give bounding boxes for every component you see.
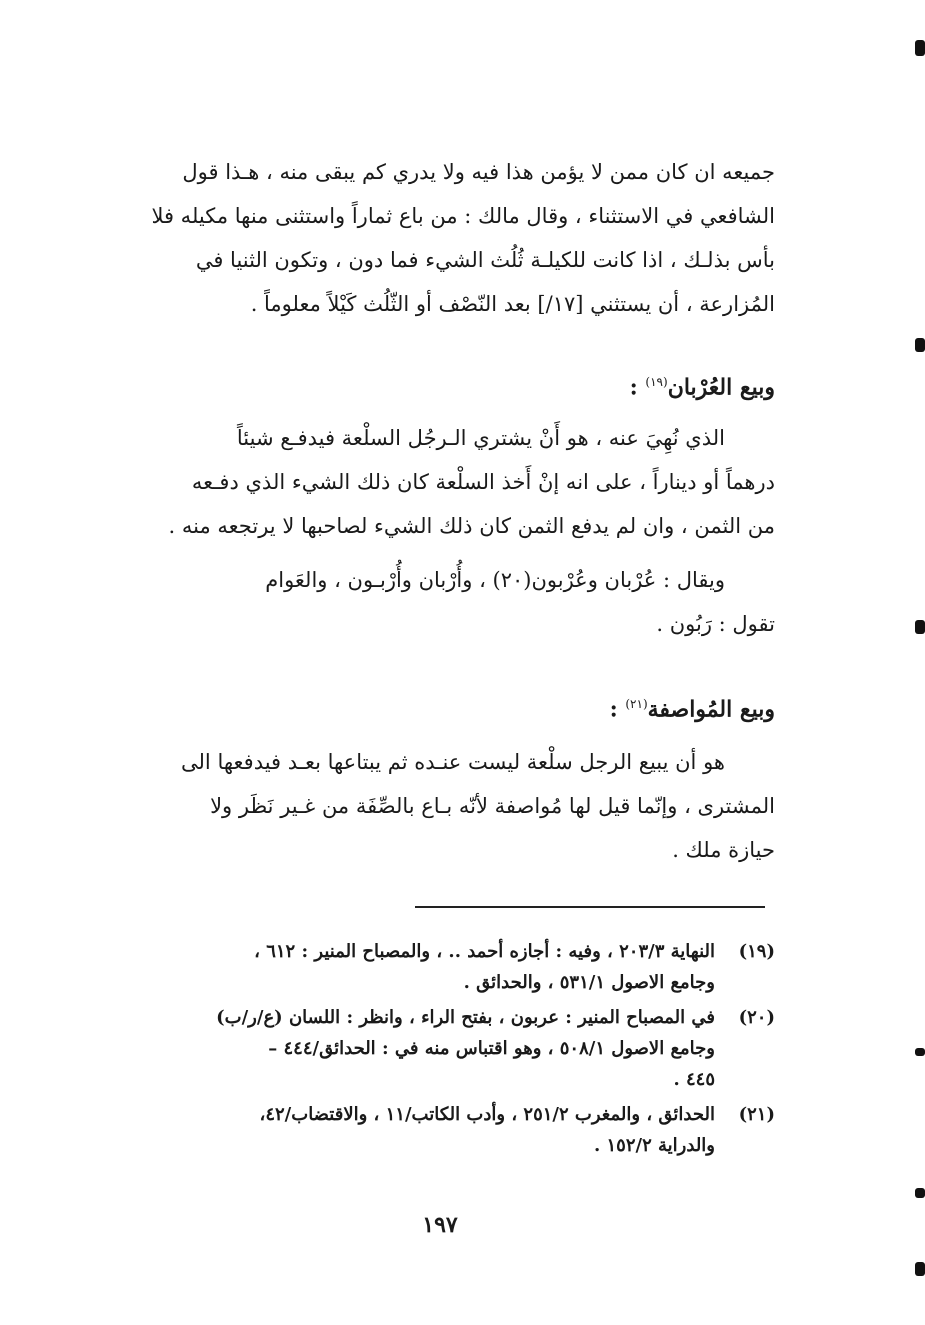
scan-edge-mark <box>915 1048 925 1056</box>
heading-urban <box>630 362 775 402</box>
footnote-line: الحدائق ، والمغرب ٢٥١/٢ ، وأدب الكاتب/١١ ، والاقتضاب/٤٢، <box>259 1104 715 1125</box>
heading-muwasafa-suffix: : <box>609 696 626 723</box>
text-line: من الثمن ، وان لم يدفع الثمن كان ذلك الشيء لصاحبها لا يرتجعه منه . <box>168 514 775 538</box>
footnote-line: في المصباح المنير : عربون ، بفتح الراء ، وانظر : اللسان (ع/ر/ب) <box>216 1007 715 1028</box>
text-line: حيازة ملك . <box>672 838 775 862</box>
scan-edge-mark <box>915 1262 925 1276</box>
footnote-number: (٢١) <box>738 1104 775 1125</box>
footnote-21 <box>110 1099 775 1161</box>
text-line: المُزارعة ، أن يستثني [١٧/] بعد النّصْف أو الثّلُث كَيْلاً معلوماً . <box>250 292 775 316</box>
footnote-line: ٤٤٥ . <box>673 1069 715 1090</box>
text-line: الذي نُهِيَ عنه ، هو أَنْ يشتري الـرجُل السلْعة فيدفـع شيئاً <box>236 426 725 450</box>
scan-edge-mark <box>915 620 925 634</box>
text-line: المشترى ، وإنّما قيل لها مُواصفة لأنّه بـاع بالصِّفَة من غـير نَظَر ولا <box>210 794 775 818</box>
heading-urban-text: وبيع العُرْبان <box>667 374 775 401</box>
heading-urban-suffix: : <box>629 374 646 401</box>
heading-muwasafa-text: وبيع المُواصفة <box>647 696 775 723</box>
footnote-ref-19: (١٩) <box>645 375 668 389</box>
text-line: درهماً أو ديناراً ، على انه إنْ أَخذ السلْعة كان ذلك الشيء الذي دفـعه <box>191 470 775 494</box>
footnote-line: والدراية ١٥٢/٢ . <box>593 1135 715 1156</box>
footnote-19 <box>110 936 775 998</box>
text-line: الشافعي في الاستثناء ، وقال مالك : من باع ثماراً واستثنى منها مكيله فلا <box>151 204 775 228</box>
footnote-body <box>110 936 715 998</box>
footnote-20 <box>110 1002 775 1095</box>
paragraph-urban-definition <box>110 416 775 548</box>
paragraph-intro <box>110 150 775 326</box>
footnotes <box>110 936 775 1165</box>
text-line: بأس بذلـك ، اذا كانت للكيلـة ثُلُث الشيء فما دون ، وتكون الثنيا في <box>195 248 775 272</box>
footnote-separator <box>415 906 765 908</box>
footnote-body <box>110 1099 715 1161</box>
text-line: تقول : رَبُون . <box>656 612 775 636</box>
scan-edge-mark <box>915 40 925 56</box>
footnote-line: وجامع الاصول ٥٠٨/١ ، وهو اقتباس منه في : الحدائق/٤٤٤ – <box>268 1038 715 1059</box>
footnote-number: (١٩) <box>738 941 775 962</box>
scan-edge-mark <box>915 1188 925 1198</box>
footnote-ref-21: (٢١) <box>625 697 648 711</box>
text-line: هو أن يبيع الرجل سلْعة ليست عنـده ثم يبتاعها بعـد فيدفعها الى <box>181 750 725 774</box>
footnote-body <box>110 1002 715 1095</box>
footnote-line: وجامع الاصول ٥٣١/١ ، والحدائق . <box>463 972 715 993</box>
paragraph-urban-forms <box>110 558 775 646</box>
text-line: جميعه ان كان ممن لا يؤمن هذا فيه ولا يدري كم يبقى منه ، هـذا قول <box>182 160 775 184</box>
footnote-number: (٢٠) <box>738 1007 775 1028</box>
scan-edge-mark <box>915 338 925 352</box>
page-number: ١٩٧ <box>422 1212 458 1238</box>
text-line: ويقال : عُرْبان وعُرْبون(٢٠) ، وأُرْبان وأُرْبـون ، والعَوام <box>265 568 725 592</box>
heading-muwasafa <box>610 684 775 724</box>
paragraph-muwasafa-definition <box>110 740 775 872</box>
footnote-line: النهاية ٢٠٣/٣ ، وفيه : أجازه أحمد .. ، والمصباح المنير : ٦١٢ ، <box>254 941 715 962</box>
